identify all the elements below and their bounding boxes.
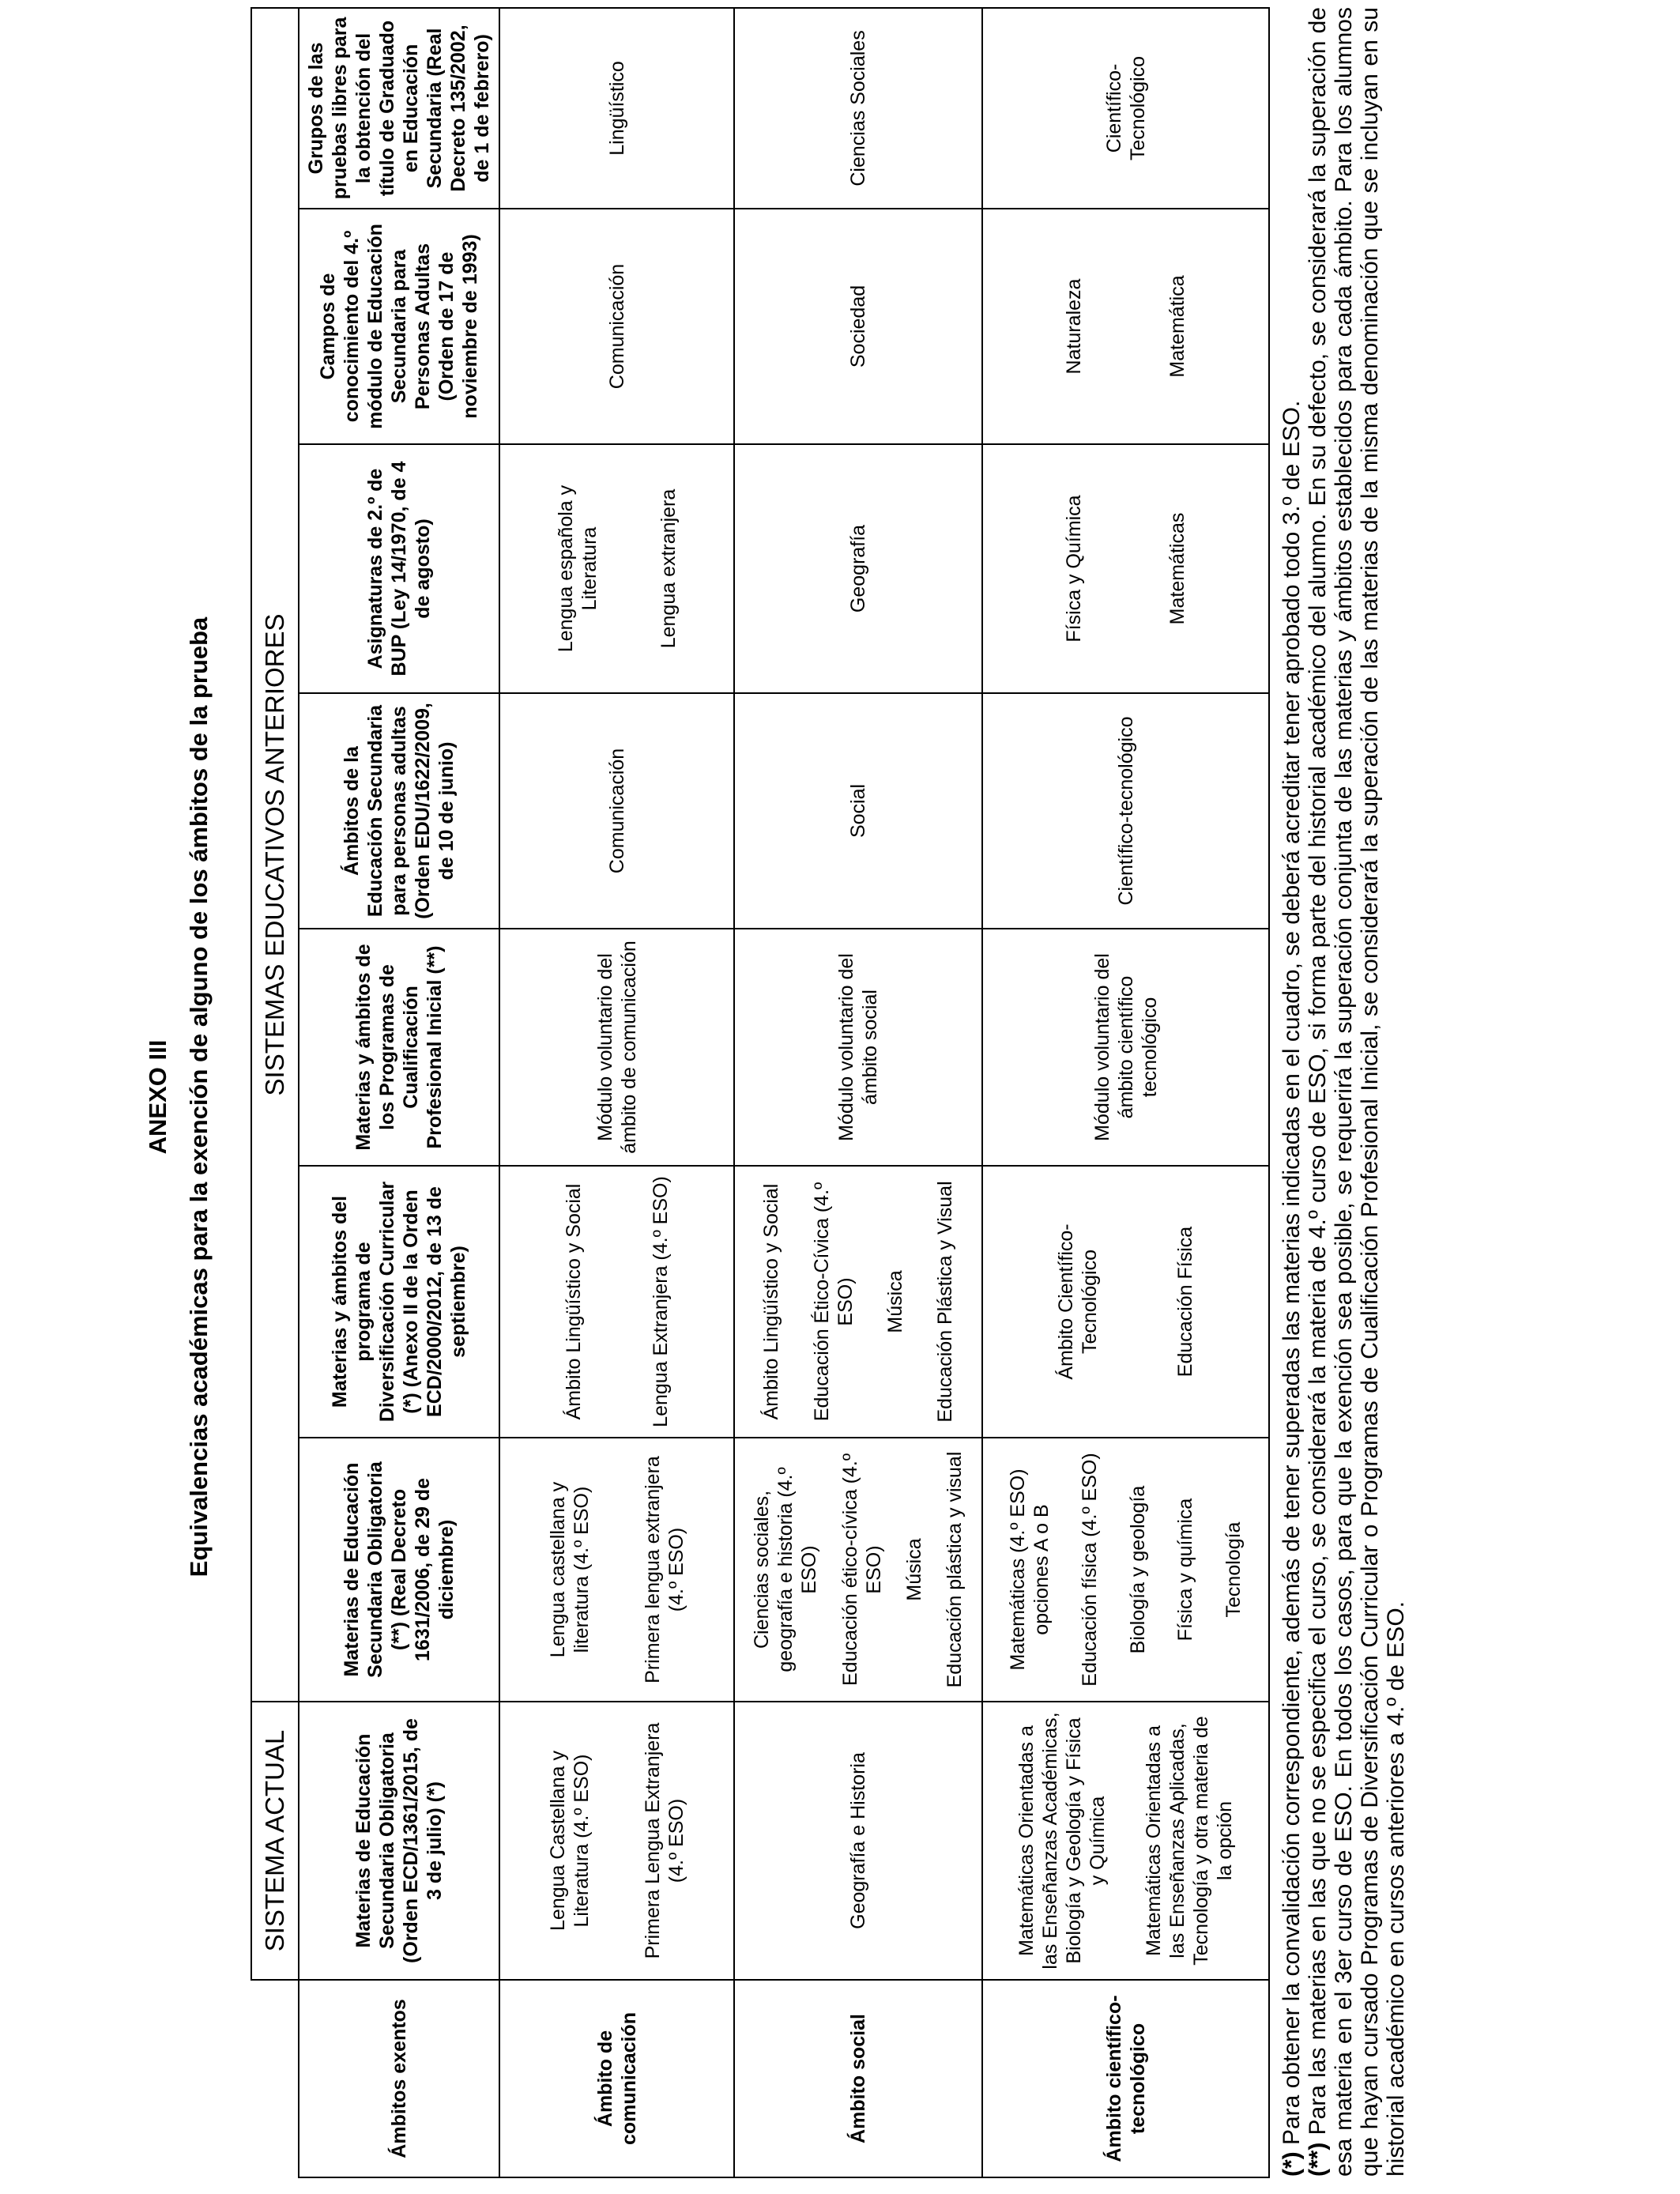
cell-line: Lengua Extranjera (4.º ESO) [649, 1176, 672, 1427]
cell-line: Educación Plástica y Visual [933, 1181, 956, 1423]
col-header: Materias y ámbitos del programa de Diversificación Curricular (*) (Anexo II de la Orden ECD/2000/2012, de 13 de septiembre) [299, 1166, 499, 1438]
table-cell [734, 209, 982, 444]
cell-line: Matemáticas Orientadas a las Enseñanzas Académicas, Biología y Geología y Física y Química [1015, 1712, 1109, 1970]
column-header-row [299, 8, 499, 2177]
table-cell [499, 209, 734, 444]
cell-line: Lingüístico [605, 61, 628, 156]
footnote-1 [1279, 7, 1305, 2177]
cell-stack [988, 702, 1264, 920]
cell-line: Lengua española y Literatura [554, 484, 601, 653]
table-cell [734, 1438, 982, 1702]
table-row [982, 8, 1269, 2177]
cell-stack [988, 1446, 1264, 1693]
cell-stack [988, 937, 1264, 1157]
table-cell [499, 1438, 734, 1702]
table-cell [734, 929, 982, 1166]
table-cell [499, 1702, 734, 1980]
table-cell [982, 929, 1269, 1166]
table-cell [499, 929, 734, 1166]
footnote-text: Para las materias en las que no se especifica el curso, se considerará la materia de 4.º curso de ESO, si forma parte del historial académico del alumno. En su defecto, se considerará la superación de esa materia en el 3er curso de ESO. En todos los casos, para que la exención sea posible, se requerirá la superación conjunta de las materias y ámbitos establecidos para cada ámbito. Para los alumnos que hayan cursado Programas de Diversificación Curricular o Programas de Cualificación Profesional Inicial, se considerará la superación de las materias de la misma denominación que se incluyan en su historial académico en cursos anteriores a 4.º de ESO. [1305, 7, 1409, 2177]
ambito-label: Ámbito de comunicación [499, 1980, 734, 2177]
cell-stack [740, 1710, 977, 1971]
cell-line: Educación física (4.º ESO) [1078, 1453, 1101, 1687]
table-cell [734, 444, 982, 693]
title-block [142, 0, 215, 2194]
cell-line: Ámbito Lingüístico y Social [562, 1183, 585, 1420]
col-header: Materias y ámbitos de los Programas de Cualificación Profesional Inicial (**) [299, 929, 499, 1166]
equivalences-table [250, 7, 1270, 2178]
cell-line: Ámbito Científico-Tecnológico [1054, 1223, 1101, 1380]
footnotes [1279, 7, 1409, 2177]
footnote-text: Para obtener la convalidación correspondiente, además de tener superadas las materias indicadas en el cuadro, se deberá acreditar tener aprobado todo 3.º de ESO. [1279, 400, 1305, 2152]
empty-corner [251, 1980, 299, 2177]
cell-line: Ciencias sociales, geografía e historia (4.º ESO) [751, 1467, 821, 1672]
system-header-row [251, 8, 299, 2177]
cell-stack [740, 702, 977, 920]
cell-line: Primera lengua extranjera (4.º ESO) [641, 1456, 687, 1683]
table-cell [982, 1702, 1269, 1980]
table-cell [982, 444, 1269, 693]
table-cell [499, 8, 734, 209]
table-cell [734, 8, 982, 209]
cell-stack [988, 17, 1264, 200]
cell-stack [988, 453, 1264, 684]
cell-line: Geografía e Historia [847, 1752, 870, 1929]
cell-line: Ámbito Lingüístico y Social [760, 1183, 783, 1420]
ambito-label: Ámbito científico-tecnológico [982, 1980, 1269, 2177]
table-row [734, 8, 982, 2177]
table-cell [499, 1166, 734, 1438]
table-cell [734, 693, 982, 929]
cell-line: Biología y geología [1126, 1485, 1149, 1654]
cell-stack [988, 1710, 1264, 1971]
table-row [499, 8, 734, 2177]
cell-stack [505, 1446, 729, 1693]
cell-line: Ciencias Sociales [847, 30, 870, 187]
footnote-mark: (*) [1279, 2151, 1305, 2177]
cell-stack [740, 217, 977, 435]
cell-line: Comunicación [605, 263, 628, 390]
cell-line: Lengua extranjera [657, 488, 680, 649]
cell-stack [505, 453, 729, 684]
cell-line: Módulo voluntario del ámbito científico tecnológico [1090, 953, 1161, 1141]
cell-stack [988, 217, 1264, 435]
cell-stack [740, 1174, 977, 1429]
table-cell [982, 1438, 1269, 1702]
cell-stack [505, 702, 729, 920]
table-body [499, 8, 1269, 2177]
cell-line: Educación Física [1174, 1226, 1197, 1378]
cell-line: Lengua Castellana y Literatura (4.º ESO) [546, 1751, 593, 1931]
table-cell [982, 8, 1269, 209]
cell-line: Educación Ético-Cívica (4.º ESO) [810, 1182, 857, 1422]
cell-stack [505, 217, 729, 435]
cell-line: Social [847, 783, 870, 839]
cell-line: Científico-tecnológico [1114, 716, 1137, 906]
cell-stack [505, 1710, 729, 1971]
cell-line: Matemáticas [1166, 512, 1189, 625]
cell-line: Tecnología [1222, 1521, 1245, 1618]
col-header: Grupos de las pruebas libres para la obtención del título de Graduado en Educación Secundaria (Real Decreto 135/2002, de 1 de febrero) [299, 8, 499, 209]
cell-line: Primera Lengua Extranjera (4.º ESO) [641, 1722, 687, 1959]
table-cell [734, 1702, 982, 1980]
cell-line: Física y Química [1062, 495, 1085, 643]
cell-line: Módulo voluntario del ámbito de comunicación [593, 941, 640, 1154]
cell-line: Naturaleza [1062, 278, 1085, 375]
cell-line: Música [902, 1538, 925, 1601]
cell-stack [505, 937, 729, 1157]
cell-line: Módulo voluntario del ámbito social [835, 953, 882, 1141]
table-cell [982, 209, 1269, 444]
cell-line: Científico-Tecnológico [1102, 55, 1149, 160]
table-cell [734, 1166, 982, 1438]
col-header: Campos de conocimiento del 4.º módulo de Educación Secundaria para Personas Adultas (Orden de 17 de noviembre de 1993) [299, 209, 499, 444]
sistema-actual-header: SISTEMA ACTUAL [251, 1702, 299, 1980]
cell-stack [740, 937, 977, 1157]
table-cell [499, 693, 734, 929]
annex-subtitle: Equivalencias académicas para la exención de alguno de los ámbitos de la prueba [185, 616, 213, 1578]
cell-stack [988, 1174, 1264, 1429]
cell-line: Sociedad [847, 285, 870, 368]
cell-line: Educación plástica y visual [943, 1451, 966, 1688]
footnote-2 [1305, 7, 1409, 2177]
sistemas-anteriores-header: SISTEMAS EDUCATIVOS ANTERIORES [251, 8, 299, 1702]
col-header: Ámbitos de la Educación Secundaria para personas adultas (Orden EDU/1622/2009, de 10 de junio) [299, 693, 499, 929]
cell-stack [740, 453, 977, 684]
cell-line: Comunicación [605, 748, 628, 874]
ambito-label: Ámbito social [734, 1980, 982, 2177]
col-header: Asignaturas de 2.º de BUP (Ley 14/1970, de 4 de agosto) [299, 444, 499, 693]
cell-line: Matemáticas (4.º ESO) opciones A o B [1006, 1468, 1053, 1671]
cell-stack [740, 17, 977, 200]
cell-line: Matemática [1166, 275, 1189, 378]
cell-line: Educación ético-cívica (4.º ESO) [838, 1453, 885, 1686]
cell-stack [740, 1446, 977, 1693]
cell-line: Lengua castellana y literatura (4.º ESO) [546, 1481, 593, 1658]
table-cell [982, 1166, 1269, 1438]
cell-line: Música [883, 1270, 906, 1333]
cell-line: Matemáticas Orientadas a las Enseñanzas Aplicadas, Tecnología y otra materia de la opción [1143, 1716, 1237, 1966]
footnote-mark: (**) [1305, 2142, 1331, 2177]
table-cell [982, 693, 1269, 929]
annex-title: ANEXO III [144, 1039, 171, 1155]
col-header: Materias de Educación Secundaria Obligatoria (**) (Real Decreto 1631/2006, de 29 de diciembre) [299, 1438, 499, 1702]
table-cell [499, 444, 734, 693]
cell-line: Física y química [1174, 1498, 1197, 1642]
cell-stack [505, 17, 729, 200]
col-header: Materias de Educación Secundaria Obligatoria (Orden ECD/1361/2015, de 3 de julio) (*) [299, 1702, 499, 1980]
cell-line: Geografía [847, 524, 870, 613]
cell-stack [505, 1174, 729, 1429]
col-header: Ámbitos exentos [299, 1980, 499, 2177]
